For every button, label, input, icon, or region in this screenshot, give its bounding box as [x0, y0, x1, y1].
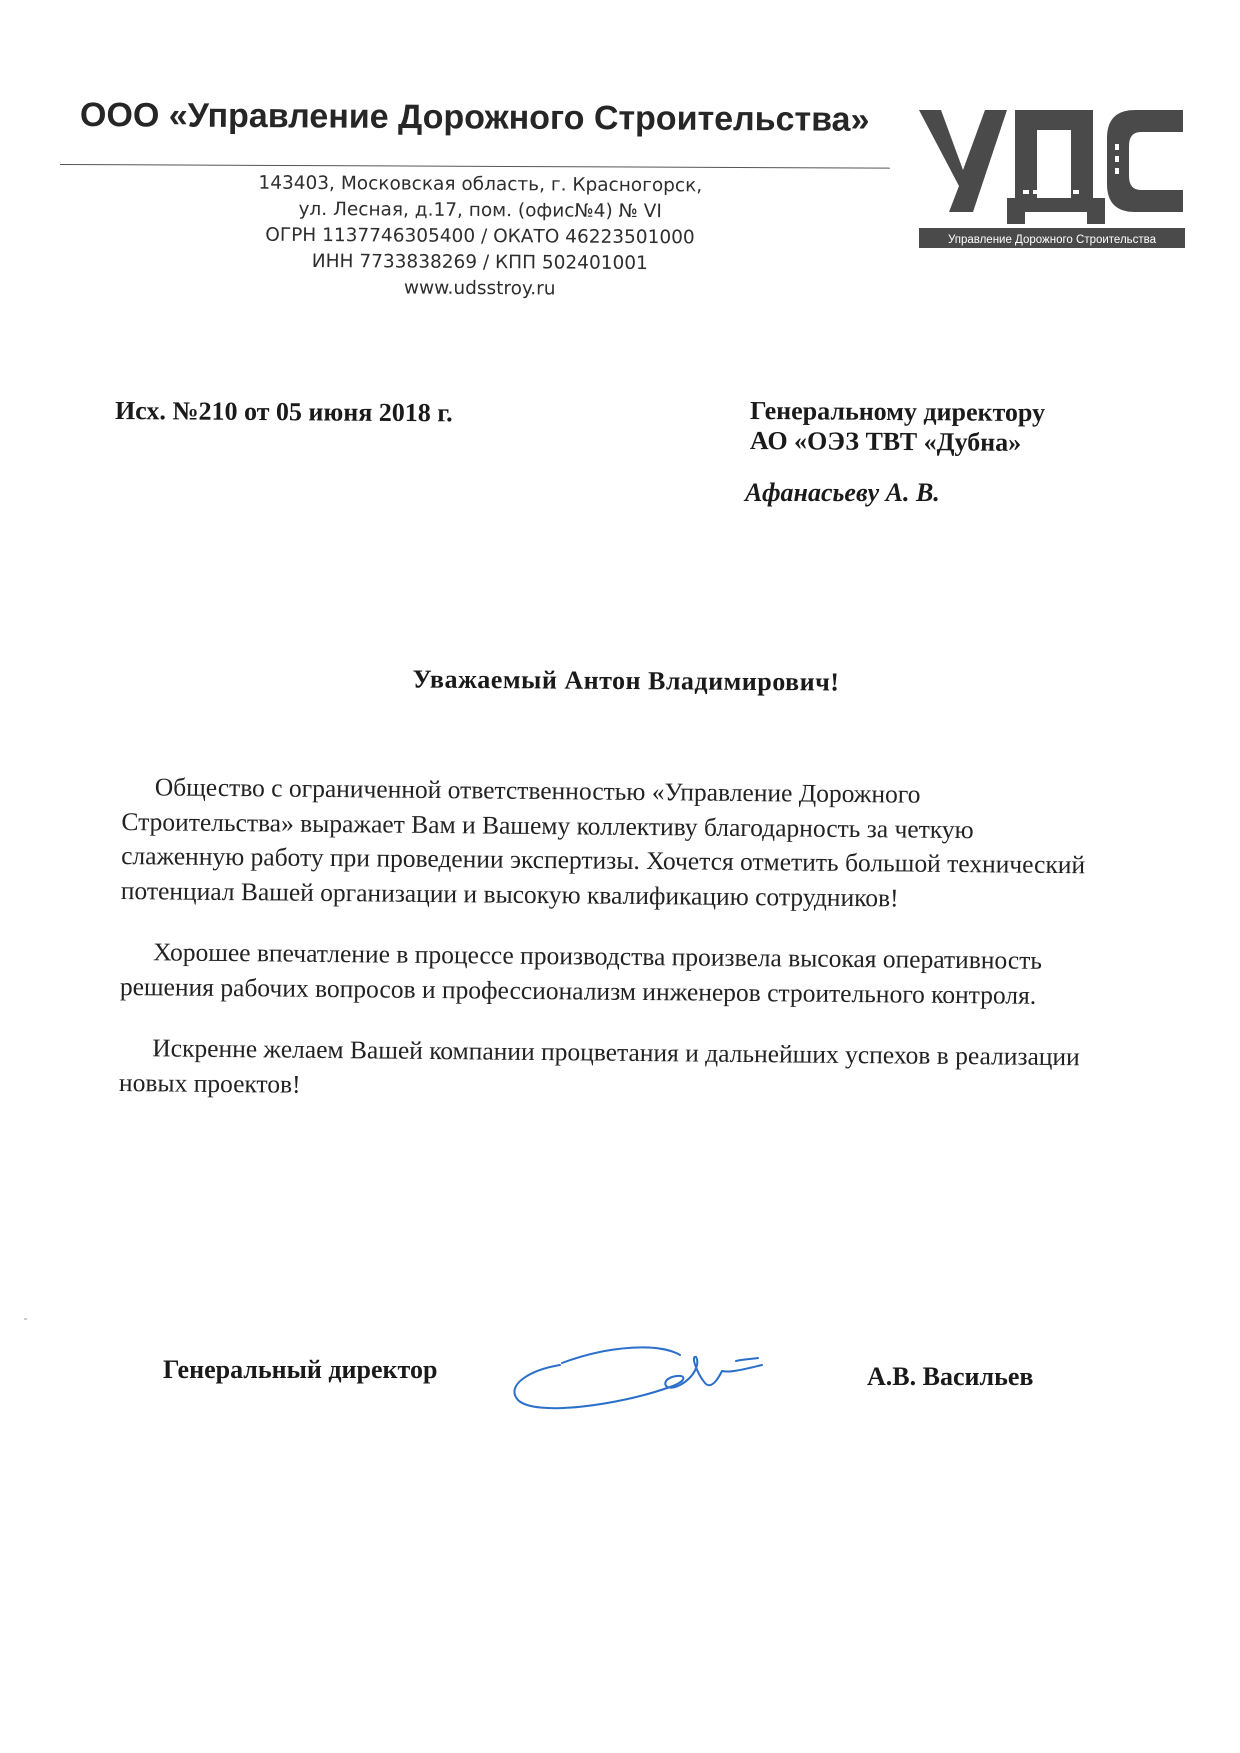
address-line: ул. Лесная, д.17, пом. (офис№4) № VI: [298, 198, 662, 223]
handwritten-signature: [500, 1325, 775, 1415]
salutation: Уважаемый Антон Владимирович!: [412, 664, 840, 697]
signatory-name: А.В. Васильев: [867, 1362, 1034, 1391]
signatory-title: Генеральный директор: [163, 1355, 438, 1384]
address-line: ОГРН 1137746305400 / ОКАТО 46223501000: [265, 224, 695, 249]
body-paragraph: Общество с ограниченной ответственностью «Управление Дорожного Строительства» выражает Вам и Вашему коллективу благодарность за четкую слаженную работу при проведении экспертизы. Хочется отметить большой технический потенциал Вашей организации и высокую квалификацию сотрудников!: [120, 772, 1086, 912]
body-paragraph: Искренне желаем Вашей компании процветания и дальнейших успехов в реализации новых проектов!: [118, 1033, 1080, 1099]
letter-body: [119, 770, 1087, 1136]
scan-artifact: [24, 1318, 27, 1320]
addressee-position: Генеральному директору: [750, 396, 1046, 428]
company-address: [210, 170, 751, 303]
address-line: ИНН 7733838269 / КПП 502401001: [311, 250, 648, 275]
company-logo: [915, 100, 1185, 250]
header-divider: [60, 164, 890, 169]
logo-letters: [919, 110, 1183, 224]
company-name: ООО «Управление Дорожного Строительства»: [79, 96, 870, 139]
outgoing-number: Исх. №210 от 05 июня 2018 г.: [114, 396, 453, 428]
body-paragraph: Хорошее впечатление в процессе производства произвела высокая оперативность решения рабочих вопросов и профессионализм инженеров строительного контроля.: [119, 937, 1043, 1010]
company-website: www.udsstroy.ru: [403, 277, 556, 300]
addressee-block: [750, 396, 1130, 459]
address-line: 143403, Московская область, г. Красногорск,: [258, 172, 703, 197]
addressee-name: Афанасьеву А. В.: [745, 478, 940, 507]
addressee-organization: АО «ОЭЗ ТВТ «Дубна»: [749, 426, 1022, 457]
logo-caption: Управление Дорожного Строительства: [947, 234, 1157, 246]
